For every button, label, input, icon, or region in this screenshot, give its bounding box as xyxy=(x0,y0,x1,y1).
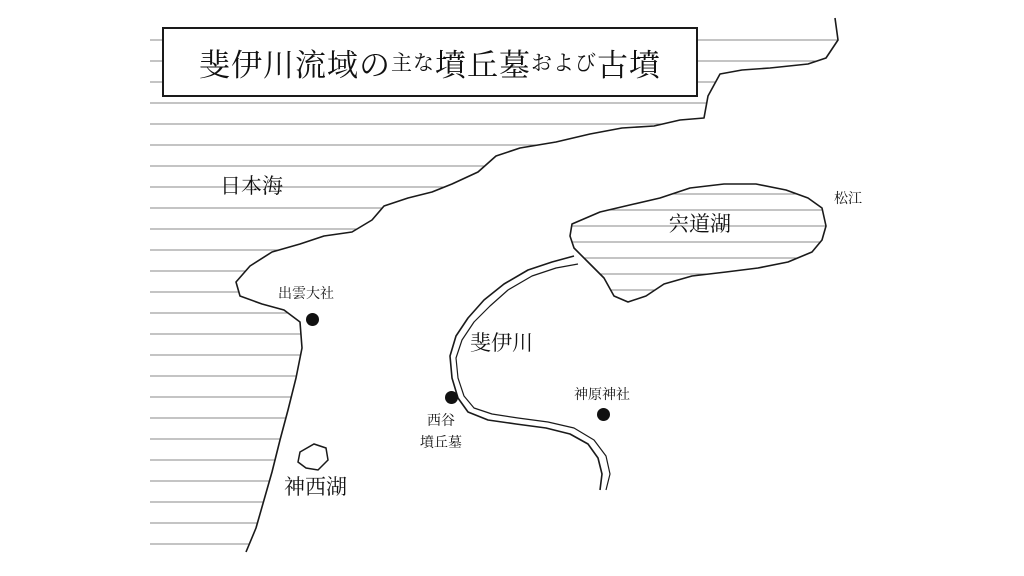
title-part-5: 古墳 xyxy=(597,47,661,84)
kanbara-shrine-marker xyxy=(597,408,610,421)
map-title xyxy=(162,27,698,97)
lake-shinji-shore xyxy=(570,184,826,302)
label-nishidani-line1: 西谷 xyxy=(427,413,455,429)
coastline xyxy=(236,18,838,552)
hii-river-bank xyxy=(456,264,610,490)
label-lake-jinzai: 神西湖 xyxy=(284,475,347,499)
label-sea-of-japan: 日本海 xyxy=(220,174,283,198)
title-part-2: 主な xyxy=(391,51,435,75)
lake-jinzai-shape xyxy=(298,444,328,470)
label-hii-river: 斐伊川 xyxy=(470,331,533,355)
hii-river xyxy=(450,256,602,490)
label-izumo-taisha: 出雲大社 xyxy=(278,286,334,302)
label-nishidani xyxy=(420,410,462,454)
label-nishidani-line2: 墳丘墓 xyxy=(420,435,462,451)
nishidani-marker xyxy=(445,391,458,404)
title-part-1: 斐伊川流域の xyxy=(199,47,391,84)
title-part-4: および xyxy=(531,51,597,75)
label-lake-shinji: 宍道湖 xyxy=(668,212,731,236)
izumo-taisha-marker xyxy=(306,313,319,326)
label-kanbara-shrine: 神原神社 xyxy=(574,387,630,403)
sea-hatching xyxy=(150,40,850,544)
label-matsue: 松江 xyxy=(834,191,862,207)
title-part-3: 墳丘墓 xyxy=(435,47,531,84)
